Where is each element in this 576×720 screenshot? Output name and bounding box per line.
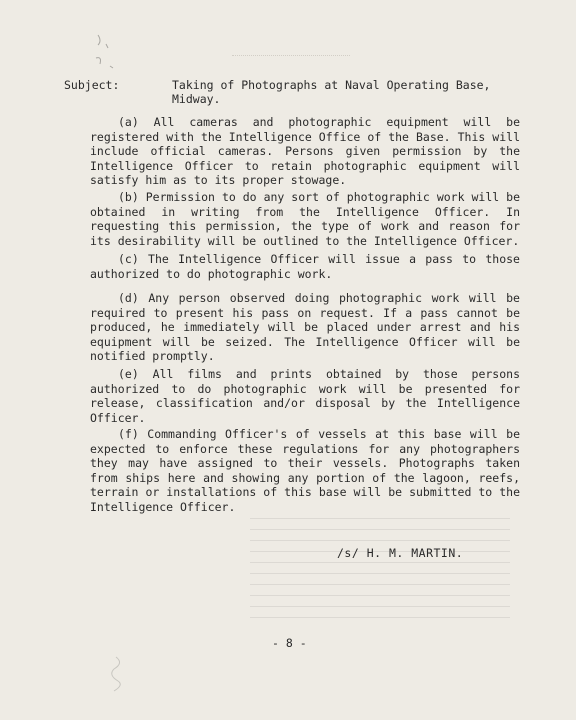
paragraph-f	[90, 427, 520, 514]
pencil-scribble-icon	[104, 655, 134, 695]
subject-label: Subject:	[64, 78, 120, 92]
faded-header-stamp	[232, 43, 350, 56]
paragraph-text: (f) Commanding Officer's of vessels at this base will be expected to enforce these regulations for any photographers they may have assigned to their vessels. Photographs taken from ships here and showing any portion of the lagoon, reefs, terrain or installations of this base will be submitted to the Intelligence Officer.	[90, 427, 520, 514]
paragraph-e	[90, 367, 520, 425]
subject-value: Taking of Photographs at Naval Operating Base, Midway.	[172, 78, 491, 106]
paragraph-text: (b) Permission to do any sort of photographic work will be obtained in writing from the Intelligence Officer. In requesting this permission, the type of work and reason for its desirability will be outlined to the Intelligence Officer.	[90, 190, 520, 248]
page-number: - 8 -	[272, 636, 307, 650]
signature: /s/ H. M. MARTIN.	[337, 546, 464, 560]
paragraph-d	[90, 291, 520, 364]
reverse-side-bleed-through	[250, 508, 510, 618]
paragraph-a	[90, 115, 520, 188]
paragraph-text: (c) The Intelligence Officer will issue a pass to those authorized to do photographic work.	[90, 252, 520, 281]
pencil-mark-icon	[88, 30, 128, 80]
paragraph-b	[90, 190, 520, 248]
paragraph-text: (e) All films and prints obtained by those persons authorized to do photographic work will be presented for release, classification and/or disposal by the Intelligence Officer.	[90, 367, 520, 425]
paragraph-text: (a) All cameras and photographic equipment will be registered with the Intelligence Office of the Base. This will include official cameras. Persons given permission by the Intelligence Officer to retain photographic equipment will satisfy him as to its proper stowage.	[90, 115, 520, 187]
paragraph-c	[90, 252, 520, 281]
paragraph-text: (d) Any person observed doing photographic work will be required to present his pass on request. If a pass cannot be produced, he immediately will be placed under arrest and his equipment will be seized. The Intelligence Officer will be notified promptly.	[90, 291, 520, 363]
subject-line	[64, 78, 534, 106]
